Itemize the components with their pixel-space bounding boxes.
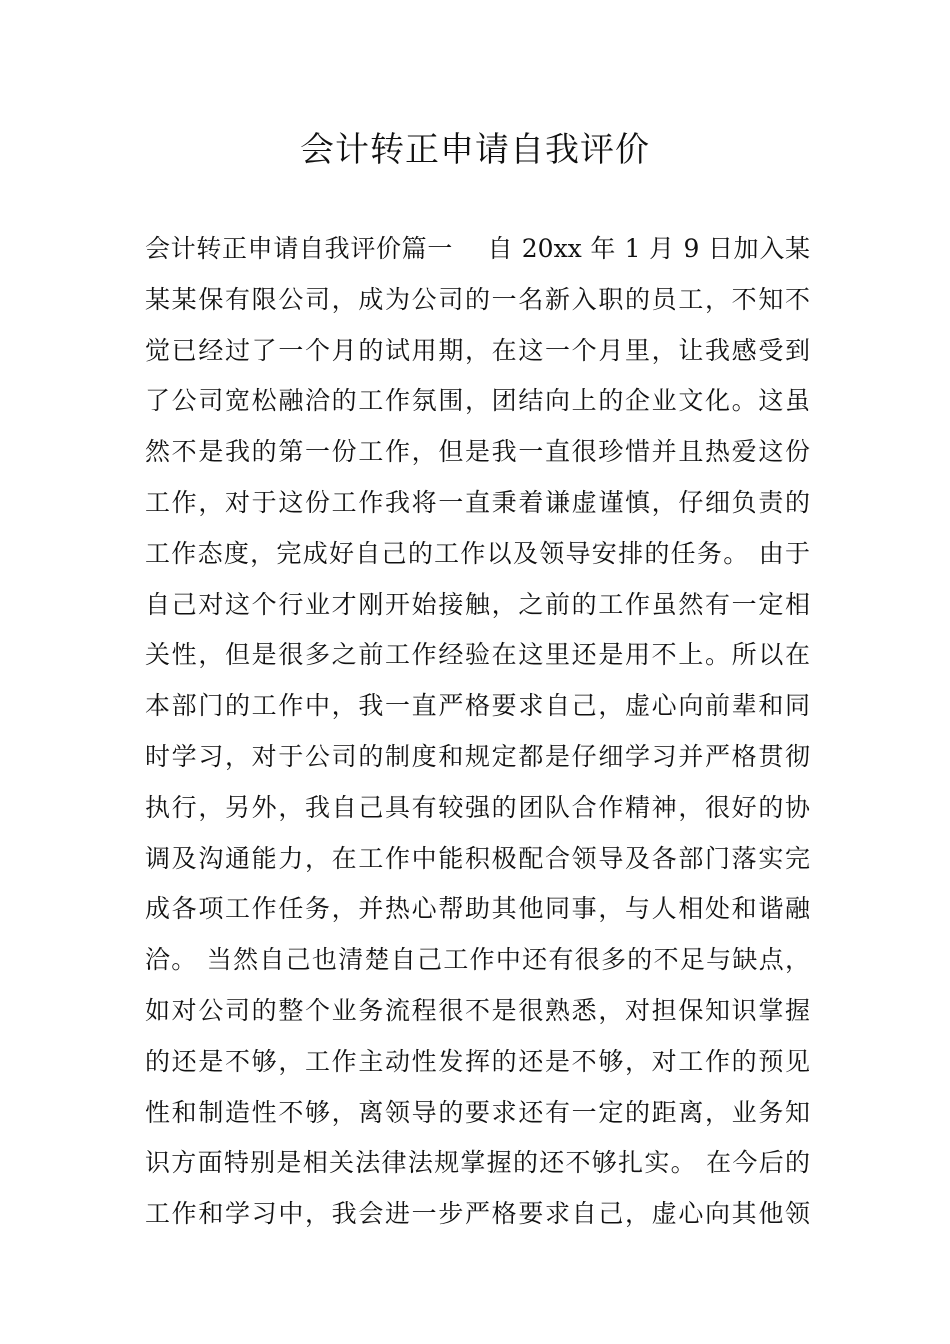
body-text-line: 了公司宽松融洽的工作氛围，团结向上的企业文化。这虽 — [145, 386, 810, 416]
body-text-line: 调及沟通能力，在工作中能积极配合领导及各部门落实完 — [145, 843, 810, 873]
body-text-line: 工作和学习中，我会进一步严格要求自己，虚心向其他领 — [145, 1199, 810, 1229]
body-text-line: 工作态度，完成好自己的工作以及领导安排的任务。 由于 — [145, 538, 810, 568]
body-text-line: 识方面特别是相关法律法规掌握的还不够扎实。 在今后的 — [145, 1148, 810, 1178]
body-text-line: 如对公司的整个业务流程很不是很熟悉，对担保知识掌握 — [145, 995, 810, 1025]
body-text-line: 性和制造性不够，离领导的要求还有一定的距离，业务知 — [145, 1097, 810, 1127]
body-text-line: 然不是我的第一份工作，但是我一直很珍惜并且热爱这份 — [145, 437, 810, 467]
body-text-line: 某某保有限公司，成为公司的一名新入职的员工，不知不 — [145, 284, 810, 314]
body-text-line: 洽。 当然自己也清楚自己工作中还有很多的不足与缺点， — [145, 945, 810, 975]
document-body — [145, 229, 810, 1245]
body-text-line: 自己对这个行业才刚开始接触，之前的工作虽然有一定相 — [145, 589, 810, 619]
body-text-line: 关性，但是很多之前工作经验在这里还是用不上。所以在 — [145, 640, 810, 670]
body-text-line: 本部门的工作中，我一直严格要求自己，虚心向前辈和同 — [145, 691, 810, 721]
body-text-line: 工作，对于这份工作我将一直秉着谦虚谨慎，仔细负责的 — [145, 487, 810, 517]
body-text-line: 会计转正申请自我评价篇一 自 20xx 年 1 月 9 日加入某 — [145, 234, 810, 263]
body-text-line: 成各项工作任务，并热心帮助其他同事，与人相处和谐融 — [145, 894, 810, 924]
body-text-line: 的还是不够，工作主动性发挥的还是不够，对工作的预见 — [145, 1046, 810, 1076]
body-text-line: 觉已经过了一个月的试用期，在这一个月里，让我感受到 — [145, 335, 810, 365]
document-title: 会计转正申请自我评价 — [300, 130, 650, 170]
body-text-line: 时学习，对于公司的制度和规定都是仔细学习并严格贯彻 — [145, 741, 810, 771]
body-text-line: 执行，另外，我自己具有较强的团队合作精神，很好的协 — [145, 792, 810, 822]
